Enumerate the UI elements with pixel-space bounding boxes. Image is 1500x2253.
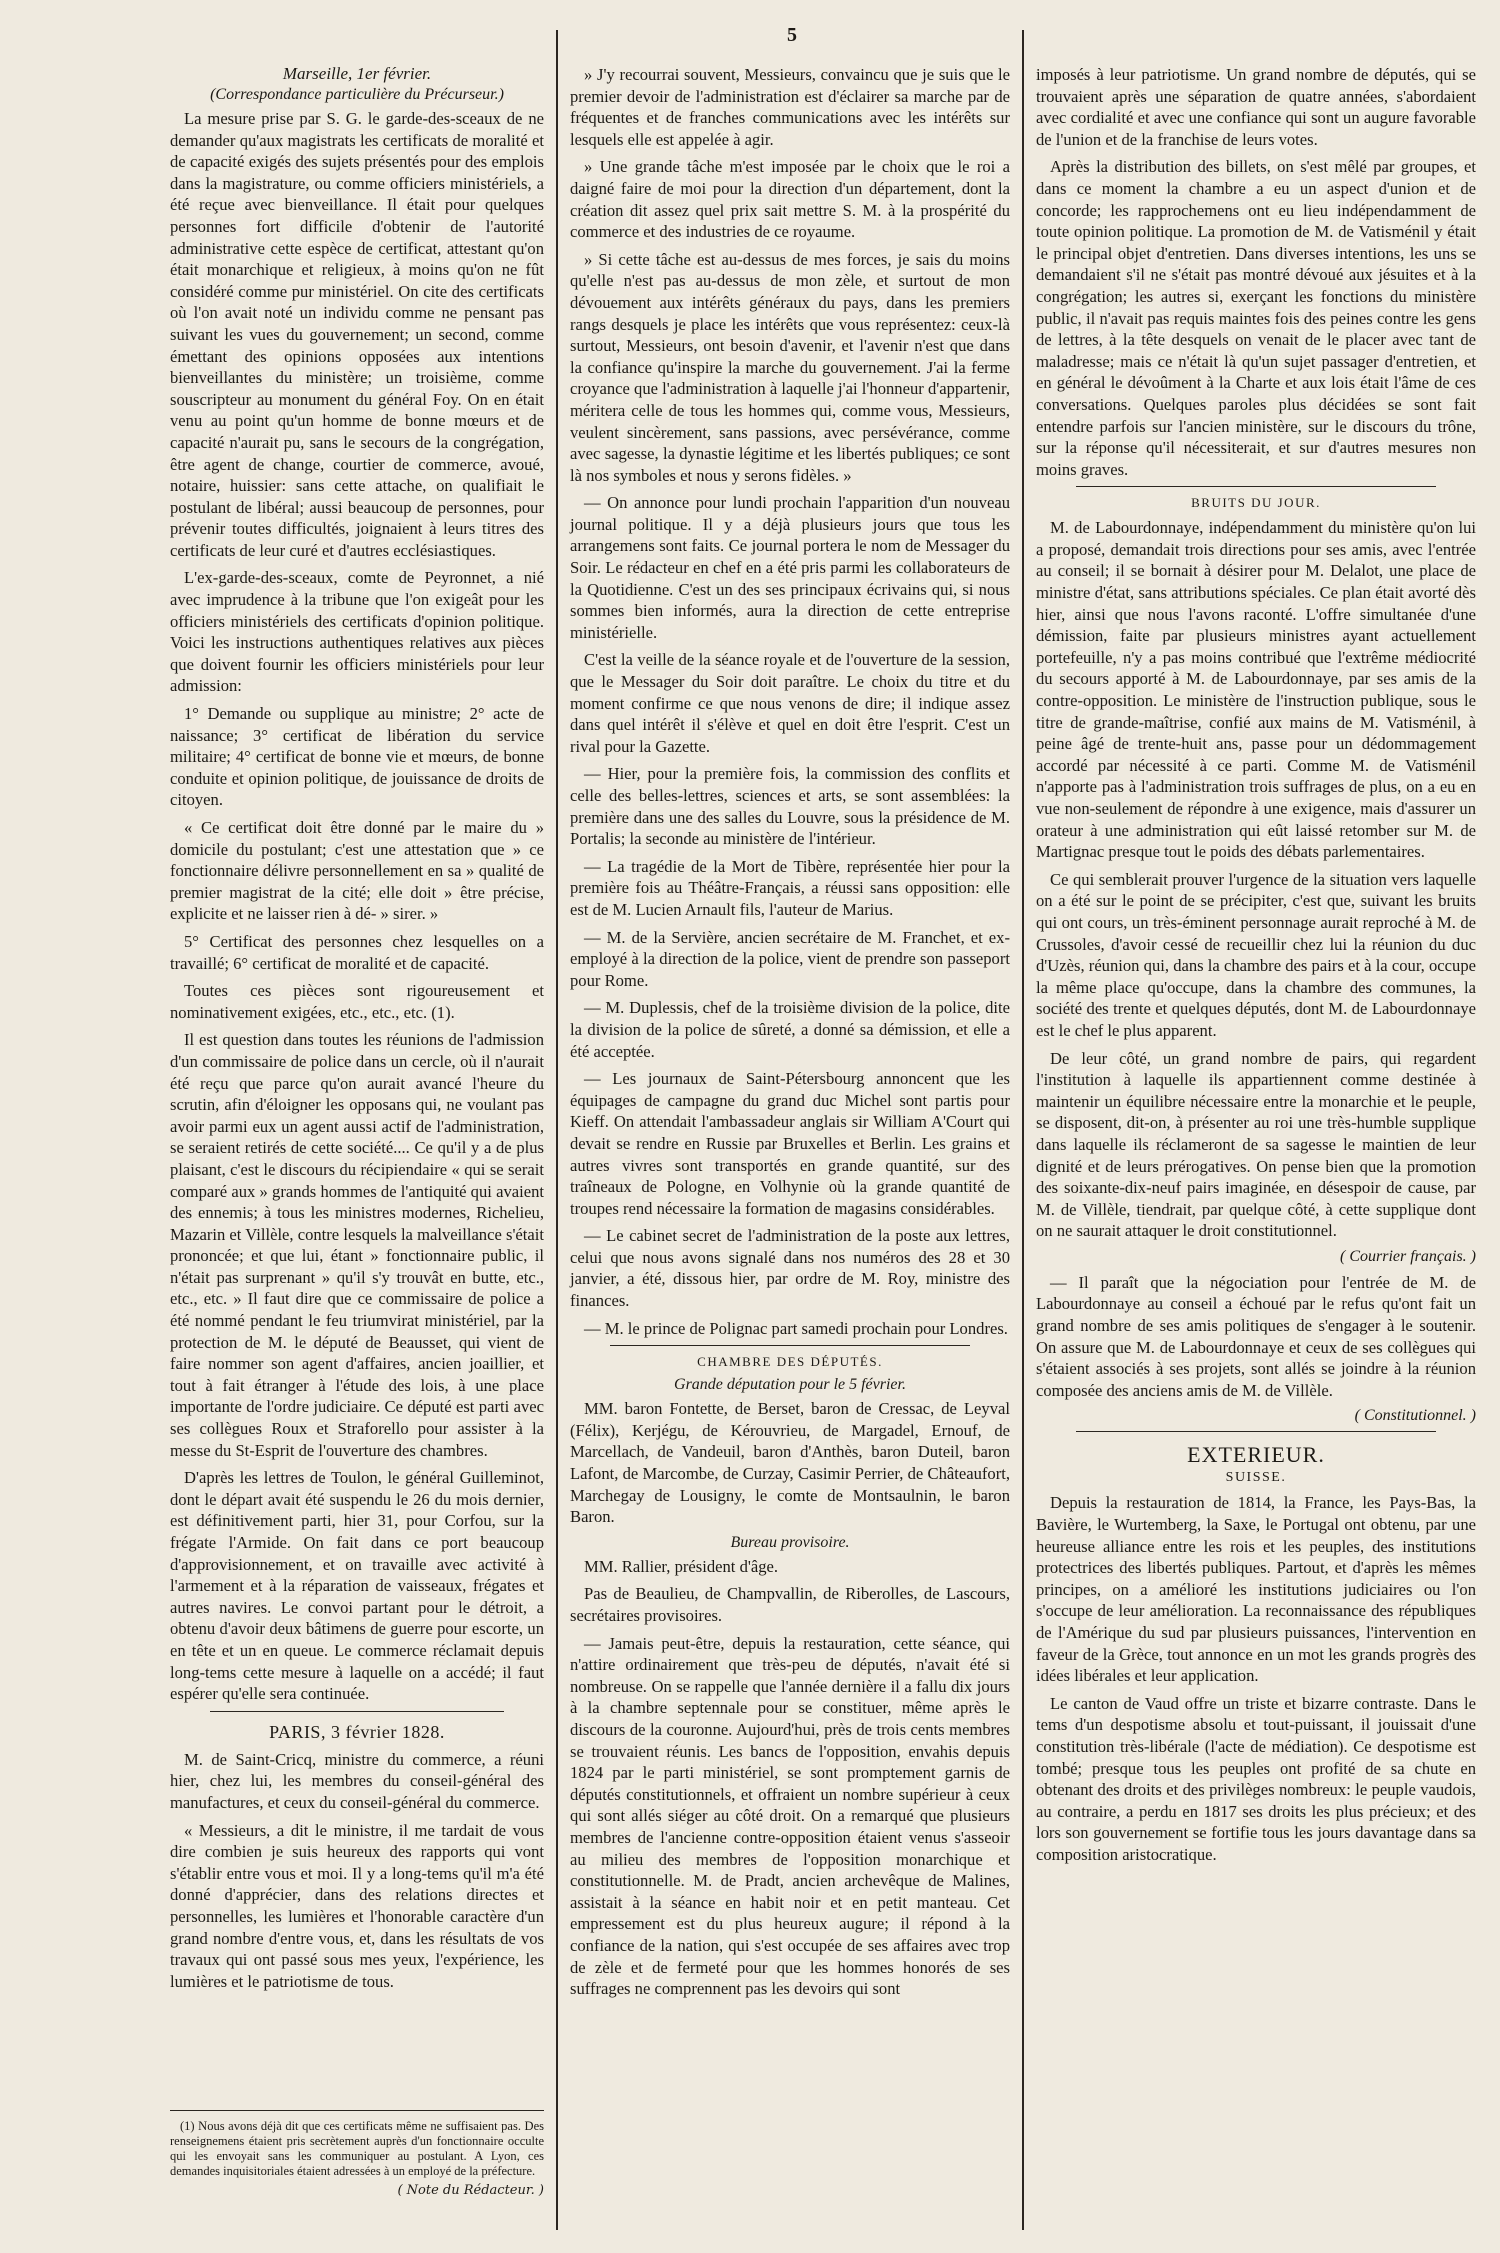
correspondence-line: (Correspondance particulière du Précurseur.) bbox=[210, 86, 504, 103]
article-paragraph: M. de Labourdonnaye, indépendamment du ministère qu'on lui a proposé, demandait trois directions pour ses amis, avec l'entrée au conseil; il se bornait à désirer pour M. Delalot, une place de ministre d'état, sans attributions spéciales. Ce plan était avorté dès hier, ainsi que nous l'avons raconté. L'offre simultanée d'une démission, faite par plusieurs ministres ayant actuellement portefeuille, n'y a pas moins contribué que l'extrême médiocrité du secours apporté à M. de Labourdonnaye, par ses amis de la contre-opposition. Le ministère de l'instruction publique, sous le titre de grande-maîtrise, confié aux mains de M. Vatisménil, à peine âgé de trente-huit ans, passe pour un dédommagement accordé par nécessité à ce parti. Comme M. de Vatisménil n'apporte pas à l'administration trois suffrages de plus, on a eu en vue non-seulement de répondre à une exigence, mais d'assurer un orateur à une administration qui eût laissé retomber sur M. de Martignac presque tout le poids des débats parlementaires. bbox=[1036, 518, 1476, 862]
article-paragraph: Le canton de Vaud offre un triste et bizarre contraste. Dans le tems d'un despotisme absolu et tout-puissant, il jouissait d'une constitution très-libérale (l'acte de médiation). Ce despotisme est tombé; presque tous les peuples ont profité de sa chute en obtenant des droits et des privilèges nombreux: le peuple vaudois, au contraire, a perdu en 1817 ses droits les plus précieux; et des lors son gouvernement se fortifie tous les jours davantage dans sa composition aristocratique. bbox=[1036, 1693, 1476, 1864]
page-number: 5 bbox=[787, 24, 797, 46]
chambre-subheading: Grande députation pour le 5 février. bbox=[674, 1376, 906, 1394]
article-paragraph: Depuis la restauration de 1814, la France, les Pays-Bas, la Bavière, le Wurtemberg, la Saxe, le Portugal ont obtenu, par une heureuse alliance entre les rois et les peuples, des institutions protectrices des libertés publiques. Partout, et d'après les mêmes principes, on a amélioré les institutions judiciaires ou l'on s'occupe de leur amélioration. La reconnaissance des républiques de l'Amérique du sud par plusieurs puissances, l'intervention en faveur de la Grèce, tout annonce en un mot les grands progrès des idées libérales et leur application. bbox=[1036, 1493, 1476, 1686]
article-paragraph: — M. Duplessis, chef de la troisième division de la police, dite la division de la police de sûreté, a donné sa démission, et elle a été acceptée. bbox=[570, 998, 1010, 1061]
footnote-text: (1) Nous avons déjà dit que ces certificats même ne suffisaient pas. Des renseignemens étaient pris secrètement auprès d'un fonctionnaire occulte qui les envoyait sans les communiquer au postulant. A Lyon, ces demandes inquisitoriales étaient adressées à un employé de la préfecture. bbox=[170, 2119, 544, 2178]
article-paragraph: » Une grande tâche m'est imposée par le choix que le roi a daigné faire de moi pour la direction d'un département, dont la création dit assez quel prix sait mettre S. M. à la prospérité du commerce et des industries de ce royaume. bbox=[570, 157, 1010, 242]
section-divider bbox=[1076, 1431, 1436, 1432]
article-paragraph: » Si cette tâche est au-dessus de mes forces, je sais du moins qu'elle n'est pas au-dessus de mon zèle, et surtout de mon dévouement aux intérêts généraux du pays, dans les premiers rangs desquels je place les intérêts que vous représentez: ceux-là surtout, Messieurs, ont besoin d'avenir, et l'avenir n'est que dans la confiance qu'inspire la marche du gouvernement. J'ai la ferme croyance que l'administration à laquelle j'ai l'honneur d'appartenir, méritera celle de tous les hommes qui, comme vous, Messieurs, veulent sincèrement, sans passions, avec persévérance, comme avec sagesse, la dynastie légitime et les libertés publiques; ce sont là nos symboles et nous y serons fidèles. » bbox=[570, 249, 1010, 485]
dateline-marseille: Marseille, 1er février. bbox=[282, 64, 432, 83]
article-paragraph: De leur côté, un grand nombre de pairs, qui regardent l'institution à laquelle ils appartiennent comme destinée à maintenir un équilibre nécessaire entre la monarchie et le peuple, se disposent, dit-on, à présenter au roi une très-humble supplique dans laquelle ils réclameront de sa sagesse le maintien de leur dignité et de leurs prérogatives. On pense bien que la promotion des soixante-dix-neuf pairs imaginée, en désespoir de cause, par M. de Villèle, tiendrait, par quelque côté, à cette supplique dont on ne saurait attaquer le droit constitutionnel. bbox=[1036, 1048, 1476, 1241]
article-paragraph: « Ce certificat doit être donné par le maire du » domicile du postulant; c'est une attestation que » ce fonctionnaire délivre personnellement en sa » qualité de premier magistrat de la cité; elle doit » être précise, explicite et ne laisser rien à dé- » sirer. » bbox=[170, 818, 544, 924]
article-paragraph: 1° Demande ou supplique au ministre; 2° acte de naissance; 3° certificat de libération du service militaire; 4° certificat de bonne vie et mœurs, de bonne conduite et opinion politique, de jouissance de droits de citoyen. bbox=[170, 704, 544, 810]
article-paragraph: Pas de Beaulieu, de Champvallin, de Riberolles, de Lascours, secrétaires provisoires. bbox=[570, 1584, 1010, 1625]
article-paragraph: imposés à leur patriotisme. Un grand nombre de députés, qui se trouvaient après une séparation de quatre années, s'abordaient avec cordialité et avec une confiance qui sont un augure favorable de l'union et de la franchise de leurs votes. bbox=[1036, 65, 1476, 149]
section-divider bbox=[610, 1345, 970, 1346]
article-paragraph: 5° Certificat des personnes chez lesquelles on a travaillé; 6° certificat de moralité et de capacité. bbox=[170, 931, 544, 973]
suisse-heading: SUISSE. bbox=[1225, 1470, 1287, 1486]
article-paragraph: — On annonce pour lundi prochain l'apparition d'un nouveau journal politique. Il y a déjà plusieurs jours que tous les arrangemens sont faits. Ce journal portera le nom de Messager du Soir. Le rédacteur en chef en a été pris parmi les collaborateurs de la Quotidienne. C'est un des ses principaux écrivains qui, si nous sommes bien informés, aura la direction de cette entreprise ministérielle. bbox=[570, 493, 1010, 642]
deputation-list: MM. baron Fontette, de Berset, baron de Cressac, de Leyval (Félix), Kerjégu, de Kérouvrieu, de Margadel, Ernouf, de Marcellach, de Vandeuil, baron d'Anthès, baron Duteil, baron Lafont, de Marcombe, de Curzay, Casimir Perrier, de Châteaufort, Marchegay de Lousigny, le comte de Montsaulnin, le baron Baron. bbox=[570, 1399, 1010, 1527]
column-2 bbox=[556, 30, 1022, 2230]
exterieur-heading: EXTERIEUR. bbox=[1187, 1442, 1325, 1468]
article-paragraph: — M. le prince de Polignac part samedi prochain pour Londres. bbox=[584, 1318, 1008, 1338]
article-paragraph: — Le cabinet secret de l'administration de la poste aux lettres, celui que nous avons signalé dans nos numéros des 28 et 30 janvier, a été, dissous hier, par ordre de M. Roy, ministre des finances. bbox=[570, 1226, 1010, 1311]
bureau-heading: Bureau provisoire. bbox=[730, 1533, 850, 1551]
source-signature: ( Constitutionnel. ) bbox=[1354, 1407, 1476, 1425]
article-paragraph: Toutes ces pièces sont rigoureusement et nominativement exigées, etc., etc., etc. (1). bbox=[170, 981, 544, 1022]
article-paragraph: Ce qui semblerait prouver l'urgence de la situation vers laquelle on a été sur le point de se précipiter, c'est que, suivant les bruits qui ont cours, un très-éminent personnage aurait reproché à M. de Crussoles, d'avoir cessé de recueillir chez lui la réunion du duc d'Uzès, réunion qui, dans la chambre des pairs et à la cour, occupe la même place qu'occupe, dans la chambre des communes, la société des trente et quelques députés, dont M. de Labourdonnaye est le chef le plus apparent. bbox=[1036, 869, 1476, 1040]
article-paragraph: La mesure prise par S. G. le garde-des-sceaux de ne demander qu'aux magistrats les certificats de moralité et de capacité exigés des sujets présentés pour des emplois dans la magistrature, ou comme officiers ministériels, a été reçue avec bienveillance. Il était pour quelques personnes fort difficile d'obtenir de l'autorité administrative cette espèce de certificat, attestant qu'on était monarchique et religieux, à moins qu'on ne fût considéré comme pur ministériel. On cite des certificats où l'on avait noté un individu comme ne pensant pas suivant les vues du gouvernement; un second, comme émettant des opinions opposées aux intentions bienveillantes du ministère; un troisième, comme souscripteur au monument du général Foy. On en était venu au point qu'un homme de bonne mœurs et de capacité n'aurait pu, sans le secours de la congrégation, être agent de change, courtier de commerce, avoué, notaire, huissier: sans cette attache, on qualifiait le postulant de libéral; aussi beaucoup de personnes, pour prévenir toutes difficultés, joignaient à leurs titres des certificats de leur curé et d'autres ecclésiastiques. bbox=[170, 109, 544, 560]
article-paragraph: « Messieurs, a dit le ministre, il me tardait de vous dire combien je suis heureux des rapports qui vont s'établir entre vous et moi. Il y a long-tems qu'il m'a été donné d'apprécier, dans des relations directes et personnelles, les lumières et l'honorable caractère d'un grand nombre d'entre vous, et, dans les résultats de vos travaux qui ont passé sous mes yeux, l'expérience, les lumières et le patriotisme de tous. bbox=[170, 1820, 544, 1991]
article-paragraph: MM. Rallier, président d'âge. bbox=[584, 1556, 779, 1576]
article-paragraph: Après la distribution des billets, on s'est mêlé par groupes, et dans ce moment la chambre a eu un aspect d'union et de concorde; les rapprochemens ont eu lieu indépendamment de toute opinion politique. La promotion de M. de Vatisménil y était le principal objet d'entretien. Dans diverses intentions, les uns se demandaient s'il ne s'était pas montré dévoué aux jésuites et à la congrégation; les autres si, exerçant les fonctions du ministère public, il n'avait pas requis maintes fois des peines contre les gens de lettres, à la tête desquels on venait de le placer avec tant de maladresse; mais ce n'était là qu'un sujet passager d'entretien, et en général le dévoûment à la Charte et aux lois était l'âme de ces conversations. Quelques paroles plus décidées se sont fait entendre parfois sur l'ancien ministère, sur le discours du trône, sur la réponse qu'il nécessiterait, et sur d'autres mesures non moins graves. bbox=[1036, 157, 1476, 479]
article-paragraph: D'après les lettres de Toulon, le général Guilleminot, dont le départ avait été suspendu le 26 du mois dernier, est définitivement parti, hier 31, pour Corfou, sur la frégate l'Armide. On fait dans ce port beaucoup d'approvisionnement, et on travaille avec activité à l'armement et à la réparation de vaisseaux, frégates et autres navires. Le convoi partant pour le détroit, a obtenu d'avoir deux bâtimens de guerre pour escorte, un en tête et un en queue. Le commerce réclamait depuis long-tems cette mesure à laquelle on a accédé; il faut espérer qu'elle sera continuée. bbox=[170, 1468, 544, 1704]
footnote bbox=[170, 2110, 544, 2198]
source-signature: ( Courrier français. ) bbox=[1340, 1247, 1476, 1265]
article-paragraph: — Les journaux de Saint-Pétersbourg annoncent que les équipages de campagne du grand duc Michel sont partis pour Kieff. On attendait l'ambassadeur anglais sir William A'Court qui devait se rendre en Russie par Bruxelles et Berlin. Les grains et autres vivres sont transportés en grande quantité, sur des traîneaux de Pologne, en Volhynie où la grande quantité de troupes rend nécessaire la formation de magasins considérables. bbox=[570, 1069, 1010, 1218]
columns bbox=[158, 30, 1476, 2230]
article-paragraph: — Il paraît que la négociation pour l'entrée de M. de Labourdonnaye au conseil a échoué par le refus qu'ont fait un grand nombre de ses amis politiques de s'engager à le soutenir. On assure que M. de Labourdonnaye et ceux de ses collègues qui s'étaient associés à ses projets, sont allés se joindre à la réunion composée des anciens amis de M. de Villèle. bbox=[1036, 1272, 1476, 1400]
article-paragraph: — La tragédie de la Mort de Tibère, représentée hier pour la première fois au Théâtre-Français, a réussi sans opposition: elle est de M. Lucien Arnault fils, l'auteur de Marius. bbox=[570, 856, 1010, 919]
article-paragraph: — M. de la Servière, ancien secrétaire de M. Franchet, et ex-employé à la direction de la police, vient de prendre son passeport pour Rome. bbox=[570, 927, 1010, 990]
article-paragraph: L'ex-garde-des-sceaux, comte de Peyronnet, a nié avec imprudence à la tribune que l'on exigeât pour les officiers ministériels des certificats d'opinion politique. Voici les instructions authentiques relatives aux pièces que doivent fournir les officiers ministériels pour leur admission: bbox=[170, 568, 544, 696]
section-divider bbox=[210, 1711, 504, 1712]
article-paragraph: — Jamais peut-être, depuis la restauration, cette séance, qui n'attire ordinairement que très-peu de députés, n'avait été si nombreuse. On se rappelle que l'année dernière il a fallu dix jours à la chambre septennale pour se constituer, même après le discours de la couronne. Aujourd'hui, près de trois cents membres se trouvaient réunis. Les bancs de l'opposition, envahis depuis 1824 par le parti ministériel, se sont promptement garnis de députés constitutionnels, et offraient un nombre supérieur à ceux qui sont allés siéger au côté droit. On a remarqué que plusieurs membres de l'ancienne contre-opposition étaient venus s'asseoir au milieu des membres de l'opposition monarchique et constitutionnelle. M. de Pradt, ancien archevêque de Malines, assistait à la séance en habit noir et en petit manteau. Cet empressement est du plus heureux augure; il répond à la confiance de la nation, qui s'est occupée de ses affaires avec trop de zèle et de fermeté pour que les hommes honorés de ses suffrages ne comprennent pas les devoirs qui sont bbox=[570, 1633, 1010, 1999]
chambre-heading: CHAMBRE DES DÉPUTÉS. bbox=[697, 1354, 883, 1370]
column-1 bbox=[158, 30, 556, 2230]
section-divider bbox=[1076, 486, 1436, 487]
article-paragraph: C'est la veille de la séance royale et de l'ouverture de la session, que le Messager du Soir doit paraître. Le choix du titre et du moment confirme ce que nous venons de dire; il indique assez dans quel intérêt il s'élève et quel en doit être l'esprit. C'est un rival pour la Gazette. bbox=[570, 650, 1010, 756]
article-paragraph: » J'y recourrai souvent, Messieurs, convaincu que je suis que le premier devoir de l'administration est d'éclairer sa marche par de fréquentes et de franches communications avec les intérêts sur lesquels elle est appelée à agir. bbox=[570, 65, 1010, 149]
article-paragraph: M. de Saint-Cricq, ministre du commerce, a réuni hier, chez lui, les membres du conseil-général des manufactures, et ceux du conseil-général du commerce. bbox=[170, 1749, 544, 1812]
column-3 bbox=[1022, 30, 1488, 2230]
article-paragraph: Il est question dans toutes les réunions de l'admission d'un commissaire de police dans un cercle, où il n'aurait été reçu que parce qu'on aurait avancé l'heure du scrutin, afin d'éloigner les opposans qui, ne voulant pas avoir parmi eux un agent aussi actif de l'administration, se seraient retirés de cette société.... Ce qu'il y a de plus plaisant, c'est le discours du récipiendaire « qui se serait comparé aux » grands hommes de l'antiquité qui avaient des ennemis; à tous les ministres modernes, Richelieu, Mazarin et Villèle, contre lesquels la malveillance s'était prononcée; et que lui, étant » fonctionnaire public, il n'était pas surprenant » qu'il s'y trouvât en butte, etc., etc., etc. » Il faut dire que ce commissaire de police a été nommé pendant le feu triumvirat ministériel, par la protection de M. le député de Beausset, qui vient de faire nommer son agent d'affaires, ancien joaillier, et tout à fait étranger à l'étude des lois, à une place importante de l'ordre judiciaire. Ce député est parti avec ses collègues Roux et Straforello pour assister à la messe du St-Esprit de l'ouverture des chambres. bbox=[170, 1030, 544, 1460]
footnote-signature: ( Note du Rédacteur. ) bbox=[397, 2183, 544, 2198]
bruits-heading: BRUITS DU JOUR. bbox=[1191, 495, 1321, 511]
paris-dateline: PARIS, 3 février 1828. bbox=[269, 1721, 445, 1742]
article-paragraph: — Hier, pour la première fois, la commission des conflits et celle des belles-lettres, sciences et arts, se sont assemblées: la première dans une des salles du Louvre, sous la présidence de M. Portalis; la seconde au ministère de l'intérieur. bbox=[570, 764, 1010, 849]
